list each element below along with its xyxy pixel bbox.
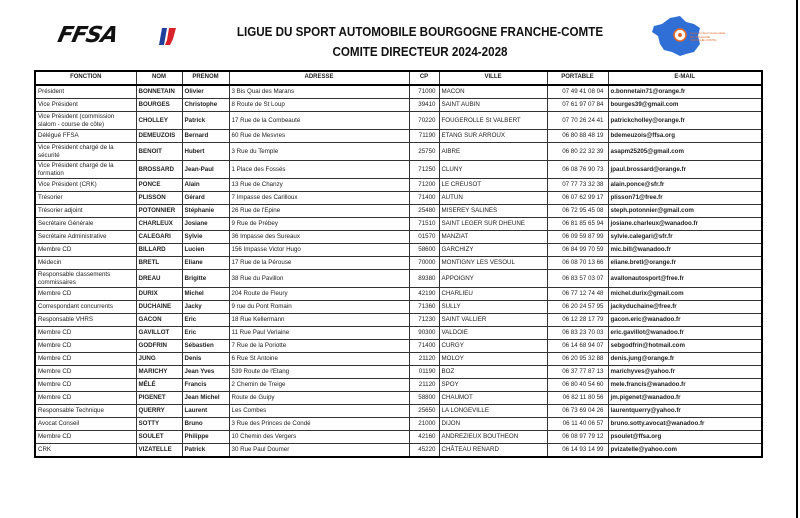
- cell-adresse: Les Combes: [229, 405, 409, 418]
- table-row: [35, 112, 762, 130]
- cell-fonction: Avocat Conseil: [35, 418, 136, 431]
- cell-prenom: Bruno: [182, 418, 229, 431]
- cell-portable: 07 49 41 08 04: [547, 85, 608, 99]
- cell-ville: MONTIGNY LES VESOUL: [439, 257, 547, 270]
- title-line-1: LIGUE DU SPORT AUTOMOBILE BOURGOGNE FRANCHE-COMTE: [236, 25, 604, 39]
- cell-fonction: Correspondant concurrents: [35, 301, 136, 314]
- cell-fonction: Médecin: [35, 257, 136, 270]
- cell-portable: 06 14 68 94 07: [547, 340, 608, 353]
- cell-adresse: 1 Place des Fossés: [229, 161, 409, 179]
- cell-email[interactable]: psoulet@ffsa.org: [608, 431, 762, 444]
- cell-portable: 07 77 73 32 38: [547, 179, 608, 192]
- header-ville: VILLE: [439, 71, 547, 85]
- cell-nom: PIGENET: [136, 392, 182, 405]
- cell-email[interactable]: mic.bill@wanadoo.fr: [608, 244, 762, 257]
- cell-email[interactable]: michel.durix@gmail.com: [608, 288, 762, 301]
- cell-prenom: Hubert: [182, 143, 229, 161]
- table-row: [35, 431, 762, 444]
- cell-prenom: Laurent: [182, 405, 229, 418]
- cell-nom: CALEGARI: [136, 231, 182, 244]
- cell-adresse: 3 Rue des Princes de Condé: [229, 418, 409, 431]
- cell-portable: 06 12 28 17 79: [547, 314, 608, 327]
- cell-fonction: Membre CD: [35, 431, 136, 444]
- ligue-logo: [650, 14, 725, 58]
- ffsa-logo: [55, 23, 176, 48]
- table-row: [35, 244, 762, 257]
- cell-cp: 58800: [409, 392, 439, 405]
- cell-cp: 01570: [409, 231, 439, 244]
- cell-nom: SOTTY: [136, 418, 182, 431]
- cell-portable: 06 37 77 87 13: [547, 366, 608, 379]
- cell-cp: 21120: [409, 379, 439, 392]
- cell-fonction: Vice Président chargé de la formation: [35, 161, 136, 179]
- cell-nom: MARICHY: [136, 366, 182, 379]
- cell-portable: 07 70 26 24 41: [547, 112, 608, 130]
- table-row: [35, 161, 762, 179]
- cell-nom: MÊLÉ: [136, 379, 182, 392]
- table-row: [35, 392, 762, 405]
- cell-ville: AUTUN: [439, 192, 547, 205]
- cell-portable: 06 20 24 57 95: [547, 301, 608, 314]
- table-row: [35, 270, 762, 288]
- cell-portable: 06 20 95 32 88: [547, 353, 608, 366]
- cell-adresse: 26 Rue de l'Epine: [229, 205, 409, 218]
- cell-email[interactable]: steph.potonnier@gmail.com: [608, 205, 762, 218]
- cell-cp: 71190: [409, 130, 439, 143]
- cell-ville: SAINT VALLIER: [439, 314, 547, 327]
- cell-adresse: 156 Impasse Victor Hugo: [229, 244, 409, 257]
- header-cp: CP: [409, 71, 439, 85]
- table-header-row: [35, 71, 762, 85]
- cell-adresse: 18 Rue Kellermann: [229, 314, 409, 327]
- cell-email[interactable]: denis.jung@orange.fr: [608, 353, 762, 366]
- table-row: [35, 379, 762, 392]
- cell-nom: GODFRIN: [136, 340, 182, 353]
- cell-email[interactable]: patrickcholley@orange.fr: [608, 112, 762, 130]
- cell-prenom: Francis: [182, 379, 229, 392]
- comite-directeur-table: [34, 70, 763, 458]
- cell-nom: BRETL: [136, 257, 182, 270]
- cell-email[interactable]: alain.ponce@sfr.fr: [608, 179, 762, 192]
- cell-fonction: Vice Président (commission slalom - course de côte): [35, 112, 136, 130]
- cell-ville: SAINT AUBIN: [439, 99, 547, 112]
- cell-cp: 39410: [409, 99, 439, 112]
- ligue-logo-line: Ligue du Sport Automobile: [690, 31, 726, 35]
- cell-email[interactable]: marichyves@yahoo.fr: [608, 366, 762, 379]
- cell-fonction: Secrétaire Générale: [35, 218, 136, 231]
- cell-adresse: 30 Rue Paul Doumer: [229, 444, 409, 458]
- cell-fonction: Trésorier adjoint: [35, 205, 136, 218]
- cell-nom: DURIX: [136, 288, 182, 301]
- cell-email[interactable]: pvizatelle@yahoo.com: [608, 444, 762, 458]
- cell-cp: 58600: [409, 244, 439, 257]
- table-row: [35, 179, 762, 192]
- table-row: [35, 405, 762, 418]
- cell-adresse: 204 Route de Fleury: [229, 288, 409, 301]
- cell-email[interactable]: avallonautosport@free.fr: [608, 270, 762, 288]
- cell-nom: BONNETAIN: [136, 85, 182, 99]
- cell-cp: 70000: [409, 257, 439, 270]
- cell-nom: QUERRY: [136, 405, 182, 418]
- cell-fonction: Membre CD: [35, 340, 136, 353]
- cell-email[interactable]: mele.francis@wanadoo.fr: [608, 379, 762, 392]
- ligue-logo-line: FRANCHE-COMTE: [690, 38, 717, 42]
- cell-nom: PLISSON: [136, 192, 182, 205]
- cell-ville: DIJON: [439, 418, 547, 431]
- cell-prenom: Eric: [182, 314, 229, 327]
- cell-fonction: Président: [35, 85, 136, 99]
- cell-cp: 42190: [409, 288, 439, 301]
- cell-ville: BOZ: [439, 366, 547, 379]
- cell-portable: 06 80 40 54 60: [547, 379, 608, 392]
- cell-portable: 06 07 62 99 17: [547, 192, 608, 205]
- cell-ville: MACON: [439, 85, 547, 99]
- cell-fonction: CRK: [35, 444, 136, 458]
- cell-cp: 21000: [409, 418, 439, 431]
- cell-portable: 06 08 76 90 73: [547, 161, 608, 179]
- cell-email[interactable]: bourges39@gmail.com: [608, 99, 762, 112]
- cell-ville: CLUNY: [439, 161, 547, 179]
- cell-ville: CHARLIEU: [439, 288, 547, 301]
- cell-cp: 71250: [409, 161, 439, 179]
- cell-email[interactable]: laurentquerry@yahoo.fr: [608, 405, 762, 418]
- cell-cp: 71400: [409, 340, 439, 353]
- cell-email[interactable]: sylvie.calegari@sfr.fr: [608, 231, 762, 244]
- cell-portable: 06 72 95 45 08: [547, 205, 608, 218]
- cell-ville: LA LONGEVILLE: [439, 405, 547, 418]
- table-row: [35, 288, 762, 301]
- cell-fonction: Membre CD: [35, 392, 136, 405]
- cell-email[interactable]: jackyduchaine@free.fr: [608, 301, 762, 314]
- cell-adresse: 9 Rue de Prébey: [229, 218, 409, 231]
- cell-prenom: Michel: [182, 288, 229, 301]
- cell-adresse: 10 Chemin des Vergers: [229, 431, 409, 444]
- french-flag-icon: [158, 28, 176, 45]
- cell-ville: LE CREUSOT: [439, 179, 547, 192]
- cell-nom: DEMEUZOIS: [136, 130, 182, 143]
- cell-nom: GACON: [136, 314, 182, 327]
- cell-prenom: Eric: [182, 327, 229, 340]
- cell-adresse: 8 Route de St Loup: [229, 99, 409, 112]
- cell-adresse: 60 Rue de Mesvres: [229, 130, 409, 143]
- cell-fonction: Membre CD: [35, 244, 136, 257]
- cell-cp: 71000: [409, 85, 439, 99]
- cell-adresse: 3 Bis Quai des Marans: [229, 85, 409, 99]
- header-prenom: PRENOM: [182, 71, 229, 85]
- cell-adresse: 38 Rue du Pavillon: [229, 270, 409, 288]
- cell-adresse: 13 Rue de Chanzy: [229, 179, 409, 192]
- cell-prenom: Brigitte: [182, 270, 229, 288]
- table-row: [35, 205, 762, 218]
- cell-cp: 71230: [409, 314, 439, 327]
- page-border: [796, 0, 798, 518]
- table-row: [35, 314, 762, 327]
- cell-email[interactable]: eric.gavillot@wanadoo.fr: [608, 327, 762, 340]
- cell-nom: VIZATELLE: [136, 444, 182, 458]
- cell-prenom: Gérard: [182, 192, 229, 205]
- cell-ville: VALDOIE: [439, 327, 547, 340]
- header-email: E-MAIL: [608, 71, 762, 85]
- cell-prenom: Alain: [182, 179, 229, 192]
- table-row: [35, 218, 762, 231]
- table-row: [35, 366, 762, 379]
- cell-adresse: 3 Rue du Temple: [229, 143, 409, 161]
- cell-adresse: 17 Rue de la Pérouse: [229, 257, 409, 270]
- header-portable: PORTABLE: [547, 71, 608, 85]
- cell-prenom: Olivier: [182, 85, 229, 99]
- cell-ville: SAINT LEGER SUR DHEUNE: [439, 218, 547, 231]
- cell-cp: 89380: [409, 270, 439, 288]
- cell-cp: 25650: [409, 405, 439, 418]
- ffsa-logo-text: FFSA: [55, 23, 120, 48]
- table-row: [35, 99, 762, 112]
- cell-ville: ETANG SUR ARROUX: [439, 130, 547, 143]
- cell-ville: MANZIAT: [439, 231, 547, 244]
- cell-prenom: Stéphanie: [182, 205, 229, 218]
- cell-nom: BROSSARD: [136, 161, 182, 179]
- cell-email[interactable]: jpaul.brossard@orange.fr: [608, 161, 762, 179]
- cell-email[interactable]: sebgodfrin@hotmail.com: [608, 340, 762, 353]
- cell-cp: 90300: [409, 327, 439, 340]
- cell-email[interactable]: bdemeuzois@ffsa.org: [608, 130, 762, 143]
- cell-cp: 45220: [409, 444, 439, 458]
- cell-portable: 06 82 11 80 56: [547, 392, 608, 405]
- cell-adresse: 9 rue du Pont Romain: [229, 301, 409, 314]
- cell-portable: 06 77 12 74 48: [547, 288, 608, 301]
- cell-nom: JUNG: [136, 353, 182, 366]
- cell-portable: 06 80 22 32 39: [547, 143, 608, 161]
- table-row: [35, 143, 762, 161]
- cell-prenom: Jean Yves: [182, 366, 229, 379]
- cell-cp: 25750: [409, 143, 439, 161]
- cell-fonction: Trésorier: [35, 192, 136, 205]
- cell-email[interactable]: gacon.eric@wanadoo.fr: [608, 314, 762, 327]
- cell-prenom: Patrick: [182, 112, 229, 130]
- cell-cp: 70220: [409, 112, 439, 130]
- header-nom: NOM: [136, 71, 182, 85]
- cell-adresse: 2 Chemin de Treige: [229, 379, 409, 392]
- cell-fonction: Secrétaire Administrative: [35, 231, 136, 244]
- cell-portable: 06 73 69 04 26: [547, 405, 608, 418]
- cell-prenom: Patrick: [182, 444, 229, 458]
- header-fonction: FONCTION: [35, 71, 136, 85]
- cell-nom: DREAU: [136, 270, 182, 288]
- cell-portable: 06 08 97 79 12: [547, 431, 608, 444]
- cell-portable: 06 83 57 03 07: [547, 270, 608, 288]
- cell-prenom: Lucien: [182, 244, 229, 257]
- cell-portable: 06 09 59 87 99: [547, 231, 608, 244]
- cell-email[interactable]: eliane.bretl@orange.fr: [608, 257, 762, 270]
- cell-prenom: Jacky: [182, 301, 229, 314]
- cell-prenom: Denis: [182, 353, 229, 366]
- ligue-logo-line: BOURGOGNE: [690, 34, 710, 39]
- cell-prenom: Sébastien: [182, 340, 229, 353]
- cell-fonction: Vice Président chargé de la sécurité: [35, 143, 136, 161]
- cell-ville: GARCHIZY: [439, 244, 547, 257]
- cell-prenom: Sylvie: [182, 231, 229, 244]
- cell-nom: PONCE: [136, 179, 182, 192]
- table-row: [35, 301, 762, 314]
- title-line-2: COMITE DIRECTEUR 2024-2028: [332, 45, 508, 59]
- document-title: [200, 22, 640, 62]
- cell-nom: POTONNIER: [136, 205, 182, 218]
- cell-email[interactable]: bruno.sotty.avocat@wanadoo.fr: [608, 418, 762, 431]
- cell-prenom: Philippe: [182, 431, 229, 444]
- cell-fonction: Membre CD: [35, 379, 136, 392]
- cell-ville: CHAUMOT: [439, 392, 547, 405]
- cell-ville: MOLOY: [439, 353, 547, 366]
- cell-prenom: Christophe: [182, 99, 229, 112]
- cell-adresse: Route de Guipy: [229, 392, 409, 405]
- cell-email[interactable]: jm.pigenet@wanadoo.fr: [608, 392, 762, 405]
- cell-email[interactable]: o.bonnetain71@orange.fr: [608, 85, 762, 99]
- table-row: [35, 130, 762, 143]
- cell-portable: 06 08 70 13 66: [547, 257, 608, 270]
- cell-portable: 06 83 23 70 03: [547, 327, 608, 340]
- cell-portable: 06 84 99 70 59: [547, 244, 608, 257]
- cell-cp: 42160: [409, 431, 439, 444]
- cell-cp: 71400: [409, 192, 439, 205]
- cell-fonction: Responsable VHRS: [35, 314, 136, 327]
- ligue-logo-text: [690, 32, 725, 43]
- cell-adresse: 36 Impasse des Sureaux: [229, 231, 409, 244]
- cell-fonction: Membre CD: [35, 327, 136, 340]
- table-row: [35, 353, 762, 366]
- cell-email[interactable]: asapm25205@gmail.com: [608, 143, 762, 161]
- cell-cp: 01190: [409, 366, 439, 379]
- header-adresse: ADRESSE: [229, 71, 409, 85]
- cell-prenom: Jean-Paul: [182, 161, 229, 179]
- cell-cp: 71360: [409, 301, 439, 314]
- cell-adresse: 6 Rue St Antoine: [229, 353, 409, 366]
- table-row: [35, 327, 762, 340]
- cell-cp: 71510: [409, 218, 439, 231]
- cell-prenom: Eliane: [182, 257, 229, 270]
- cell-ville: SPOY: [439, 379, 547, 392]
- cell-portable: 06 14 93 14 99: [547, 444, 608, 458]
- cell-nom: CHOLLEY: [136, 112, 182, 130]
- table-body: [35, 85, 762, 457]
- cell-ville: AIBRE: [439, 143, 547, 161]
- cell-prenom: Jean Michel: [182, 392, 229, 405]
- table-row: [35, 231, 762, 244]
- cell-nom: BILLARD: [136, 244, 182, 257]
- cell-adresse: 11 Rue Paul Verlaine: [229, 327, 409, 340]
- cell-nom: BENOIT: [136, 143, 182, 161]
- cell-ville: ANDREZIEUX BOUTHEON: [439, 431, 547, 444]
- cell-ville: FOUGEROLLE St VALBERT: [439, 112, 547, 130]
- cell-email[interactable]: josiane.charleux@wanadoo.fr: [608, 218, 762, 231]
- cell-ville: CURGY: [439, 340, 547, 353]
- cell-portable: 06 80 88 48 19: [547, 130, 608, 143]
- table-row: [35, 85, 762, 99]
- cell-ville: CHÂTEAU RENARD: [439, 444, 547, 458]
- cell-fonction: Vice Président (CRK): [35, 179, 136, 192]
- cell-cp: 71200: [409, 179, 439, 192]
- cell-email[interactable]: plisson71@free.fr: [608, 192, 762, 205]
- cell-fonction: Responsable classements commissaires: [35, 270, 136, 288]
- table-row: [35, 340, 762, 353]
- cell-prenom: Bernard: [182, 130, 229, 143]
- cell-adresse: 7 Impasse des Carilloux: [229, 192, 409, 205]
- cell-adresse: 17 Rue de la Combeauté: [229, 112, 409, 130]
- cell-fonction: Vice Président: [35, 99, 136, 112]
- cell-cp: 25480: [409, 205, 439, 218]
- cell-portable: 06 11 40 06 57: [547, 418, 608, 431]
- cell-fonction: Membre CD: [35, 366, 136, 379]
- cell-nom: DUCHAINE: [136, 301, 182, 314]
- cell-ville: SULLY: [439, 301, 547, 314]
- cell-fonction: Membre CD: [35, 288, 136, 301]
- table-row: [35, 418, 762, 431]
- cell-fonction: Délégué FFSA: [35, 130, 136, 143]
- table-row: [35, 257, 762, 270]
- cell-nom: SOULET: [136, 431, 182, 444]
- cell-portable: 07 61 97 07 84: [547, 99, 608, 112]
- cell-fonction: Membre CD: [35, 353, 136, 366]
- cell-nom: GAVILLOT: [136, 327, 182, 340]
- cell-adresse: 539 Route de l'Etang: [229, 366, 409, 379]
- cell-ville: APPOIGNY: [439, 270, 547, 288]
- cell-cp: 21120: [409, 353, 439, 366]
- table-row: [35, 192, 762, 205]
- cell-ville: MISEREY SALINES: [439, 205, 547, 218]
- cell-fonction: Responsable Technique: [35, 405, 136, 418]
- cell-portable: 06 81 85 65 94: [547, 218, 608, 231]
- cell-prenom: Josiane: [182, 218, 229, 231]
- cell-adresse: 7 Rue de la Poriotte: [229, 340, 409, 353]
- cell-nom: BOURGES: [136, 99, 182, 112]
- cell-nom: CHARLEUX: [136, 218, 182, 231]
- table-row: [35, 444, 762, 458]
